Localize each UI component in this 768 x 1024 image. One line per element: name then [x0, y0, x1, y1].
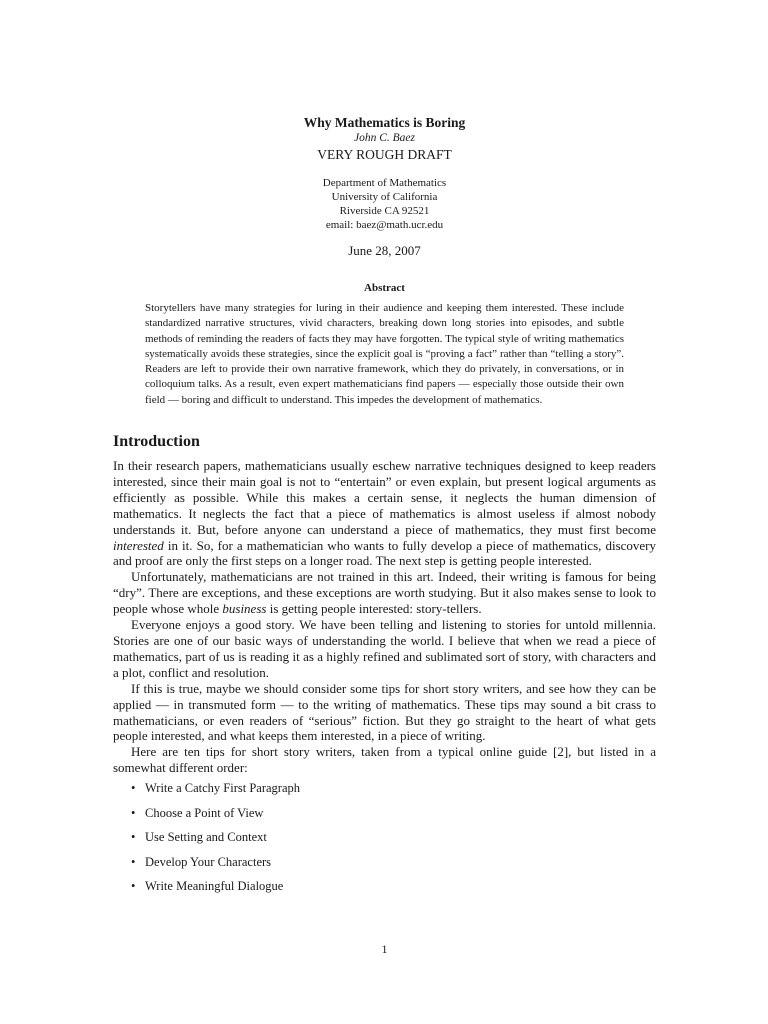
bullet-icon: • — [131, 830, 136, 844]
tips-list — [131, 780, 300, 903]
affiliation-department: Department of Mathematics — [322, 177, 447, 189]
emphasized-word: interested — [113, 537, 164, 553]
paragraph: Here are ten tips for short story writers, taken from a typical online guide [2], but listed in a somewhat different order: — [113, 744, 656, 776]
paragraph-text: In their research papers, mathematicians usually eschew narrative techniques designed to keep readers interested, since their main goal is not to “entertain” or even explain, but present logical arguments as efficiently as possible. While this makes a certain sense, it neglects the human dimension of mathematics. It neglects the fact that a piece of mathematics is almost useless if almost nobody understands it. But, before anyone can understand a piece of mathematics, they must first become — [113, 458, 656, 537]
list-item — [131, 854, 300, 879]
section-heading-introduction: Introduction — [113, 433, 200, 450]
list-item-text: Write a Catchy First Paragraph — [145, 781, 301, 795]
bullet-icon: • — [131, 854, 136, 869]
paper-date: June 28, 2007 — [348, 243, 421, 258]
paragraph — [113, 458, 656, 569]
paragraph — [113, 569, 656, 617]
list-item-text: Develop Your Characters — [145, 854, 272, 869]
list-item-text: Choose a Point of View — [145, 805, 264, 820]
affiliation-address: Riverside CA 92521 — [339, 205, 430, 217]
paragraph-text: is getting people interested: story-tellers. — [266, 601, 482, 617]
paragraph: If this is true, maybe we should consider some tips for short story writers, and see how they can be applied — in transmuted form — to the writing of mathematics. These tips may sound a bit crass to mathematicians, or even readers of “serious” fiction. But they go straight to the heart of what gets people interested, and what keeps them interested, in a piece of writing. — [113, 680, 656, 744]
page-number: 1 — [381, 942, 388, 956]
affiliation-block — [113, 176, 656, 232]
abstract-heading: Abstract — [364, 282, 405, 294]
list-item — [131, 829, 300, 854]
paper-page — [113, 0, 656, 1024]
list-item-text: Use Setting and Context — [145, 830, 267, 844]
list-item-text: Write Meaningful Dialogue — [145, 879, 284, 893]
list-item — [131, 805, 300, 830]
introduction-body — [113, 458, 656, 776]
bullet-icon: • — [131, 805, 136, 820]
abstract-text: Storytellers have many strategies for luring in their audience and keeping them interested. These include standardized narrative structures, vivid characters, breaking down long stories into episodes, and subtle methods of reminding the readers of facts they may have forgotten. The typical style of writing mathematics systematically avoids these strategies, since the explicit goal is “proving a fact” rather than “telling a story”. Readers are left to provide their own narrative framework, which they do privately, in conversations, or in colloquium talks. As a result, even expert mathematicians find papers — especially those outside their own field — boring and difficult to understand. This impedes the development of mathematics. — [145, 302, 624, 406]
list-item — [131, 780, 300, 805]
bullet-icon: • — [131, 879, 136, 893]
emphasized-word: business — [222, 601, 267, 617]
paragraph-text: Unfortunately, mathematicians are not trained in this art. Indeed, their writing is famous for being “dry”. There are exceptions, and these exceptions are worth studying. But it also makes sense to look to people whose whole — [113, 569, 656, 617]
title-block — [113, 114, 656, 259]
paragraph-text: in it. So, for a mathematician who wants to fully develop a piece of mathematics, discovery and proof are only the first steps on a longer road. The next step is getting people interested. — [113, 537, 656, 569]
bullet-icon: • — [131, 781, 136, 795]
paragraph: Everyone enjoys a good story. We have been telling and listening to stories for untold millennia. Stories are one of our basic ways of understanding the world. I believe that when we read a piece of mathematics, part of us is reading it as a highly refined and sublimated sort of story, with characters and a plot, conflict and resolution. — [113, 617, 656, 680]
author-name: John C. Baez — [353, 132, 415, 144]
paper-title: Why Mathematics is Boring — [303, 115, 466, 130]
affiliation-email: email: baez@math.ucr.edu — [325, 219, 444, 231]
draft-note: VERY ROUGH DRAFT — [317, 147, 452, 162]
list-item — [131, 878, 300, 903]
affiliation-university: University of California — [331, 191, 438, 203]
